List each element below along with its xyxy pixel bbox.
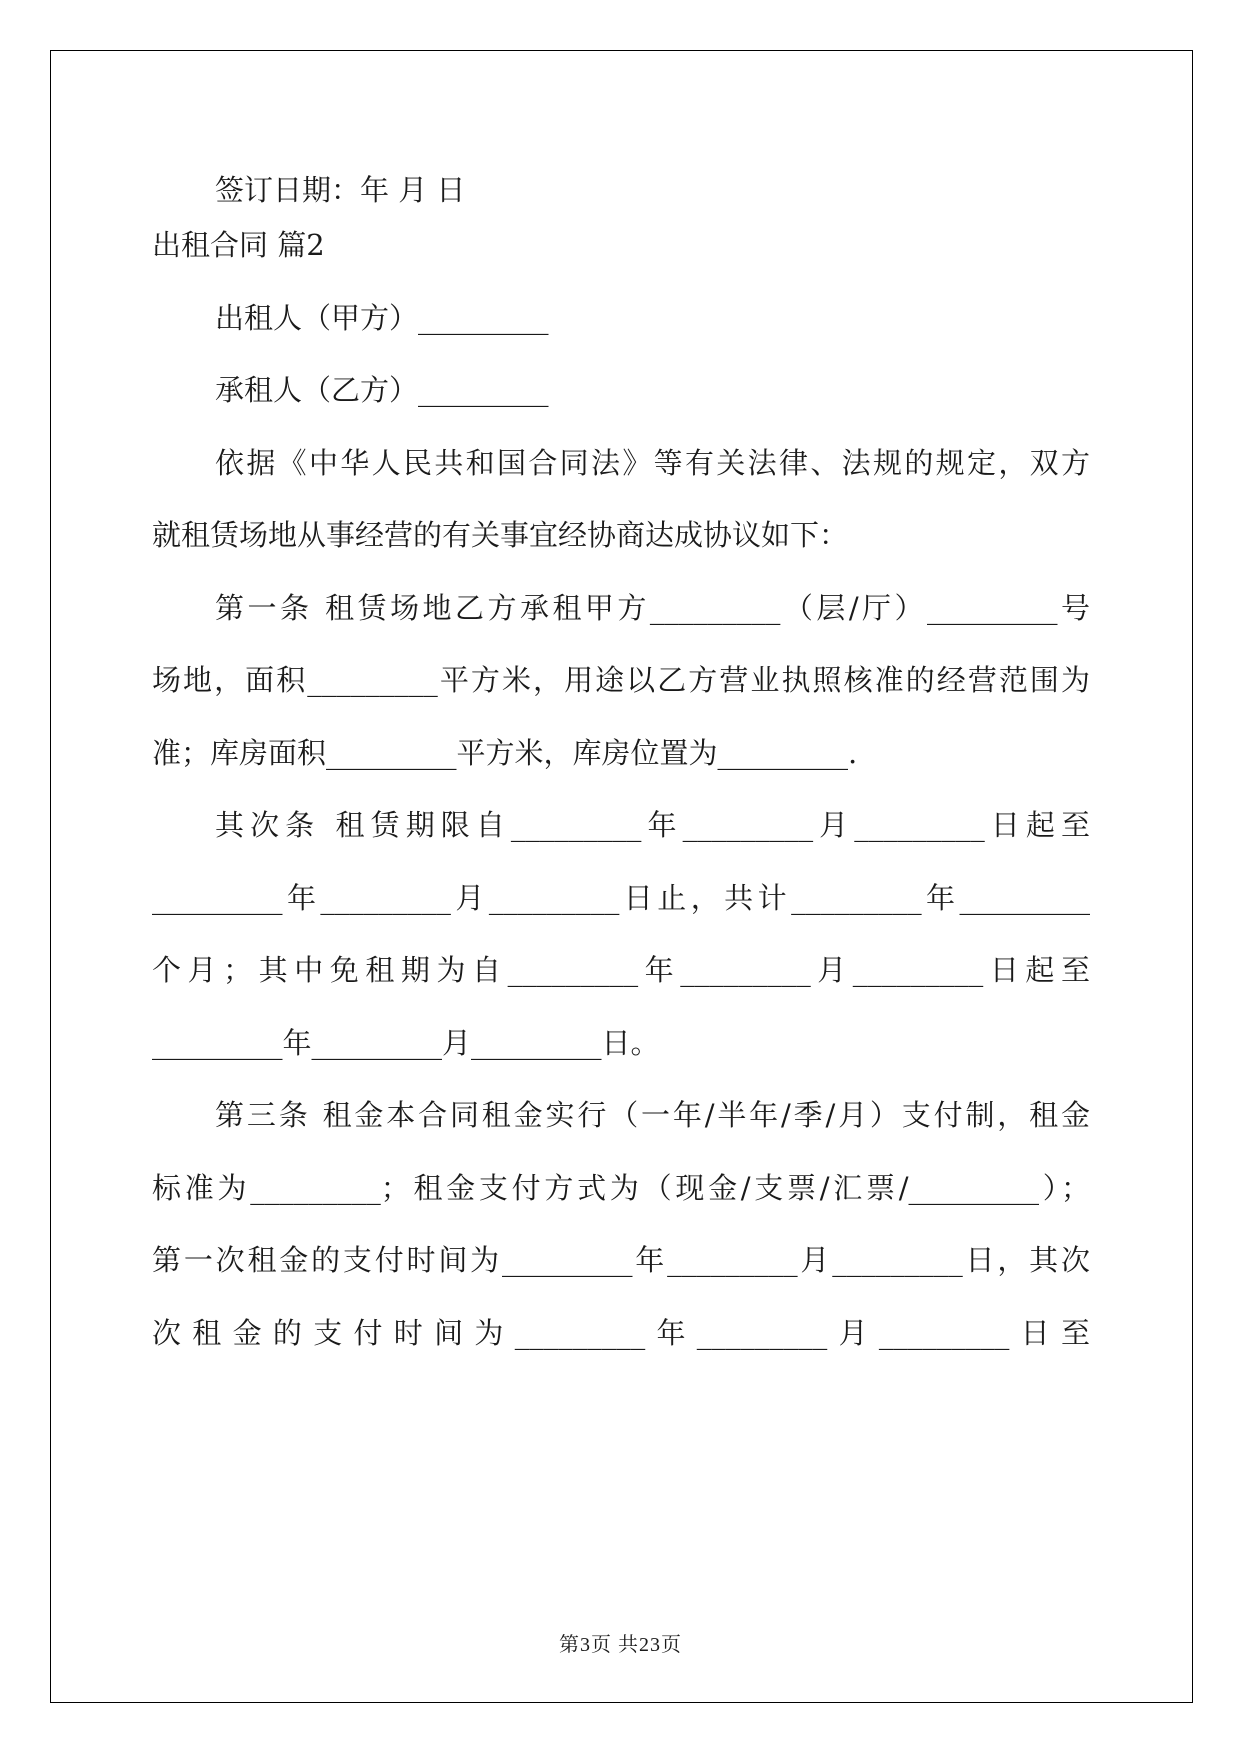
lessee-line: 承租人（乙方）_________ <box>215 373 549 407</box>
article-2-line-1: 其次条 租赁期限自_________年_________月_________日起至 <box>215 808 1090 842</box>
article-1-line-2: 场地，面积_________平方米，用途以乙方营业执照核准的经营范围为 <box>152 663 1090 697</box>
article-2-line-2: _________年_________月_________日止，共计_________年_________ <box>152 881 1090 915</box>
article-3-line-1: 第三条 租金本合同租金实行（一年/半年/季/月）支付制，租金 <box>215 1098 1090 1132</box>
article-3-line-3: 第一次租金的支付时间为_________年_________月_________日，其次 <box>152 1243 1090 1277</box>
article-2-line-4: _________年_________月_________日。 <box>152 1026 660 1060</box>
article-1-line-3: 准；库房面积_________平方米，库房位置为_________. <box>152 736 858 770</box>
article-3-line-2: 标准为_________；租金支付方式为（现金/支票/汇票/_________）； <box>152 1171 1090 1205</box>
article-1-line-1: 第一条 租赁场地乙方承租甲方_________（层/厅）_________号 <box>215 591 1090 625</box>
preamble-line-2: 就租赁场地从事经营的有关事宜经协商达成协议如下： <box>152 518 849 552</box>
article-3-line-4: 次租金的支付时间为_________年_________月_________日至 <box>152 1316 1090 1350</box>
section-heading: 出租合同 篇2 <box>152 228 325 262</box>
article-2-line-3: 个月；其中免租期为自_________年_________月_________日起至 <box>152 953 1090 987</box>
signing-date-line: 签订日期：年 月 日 <box>215 173 466 207</box>
preamble-line-1: 依据《中华人民共和国合同法》等有关法律、法规的规定，双方 <box>215 446 1090 480</box>
page-number: 第3页 共23页 <box>559 1634 682 1656</box>
lessor-line: 出租人（甲方）_________ <box>215 301 549 335</box>
